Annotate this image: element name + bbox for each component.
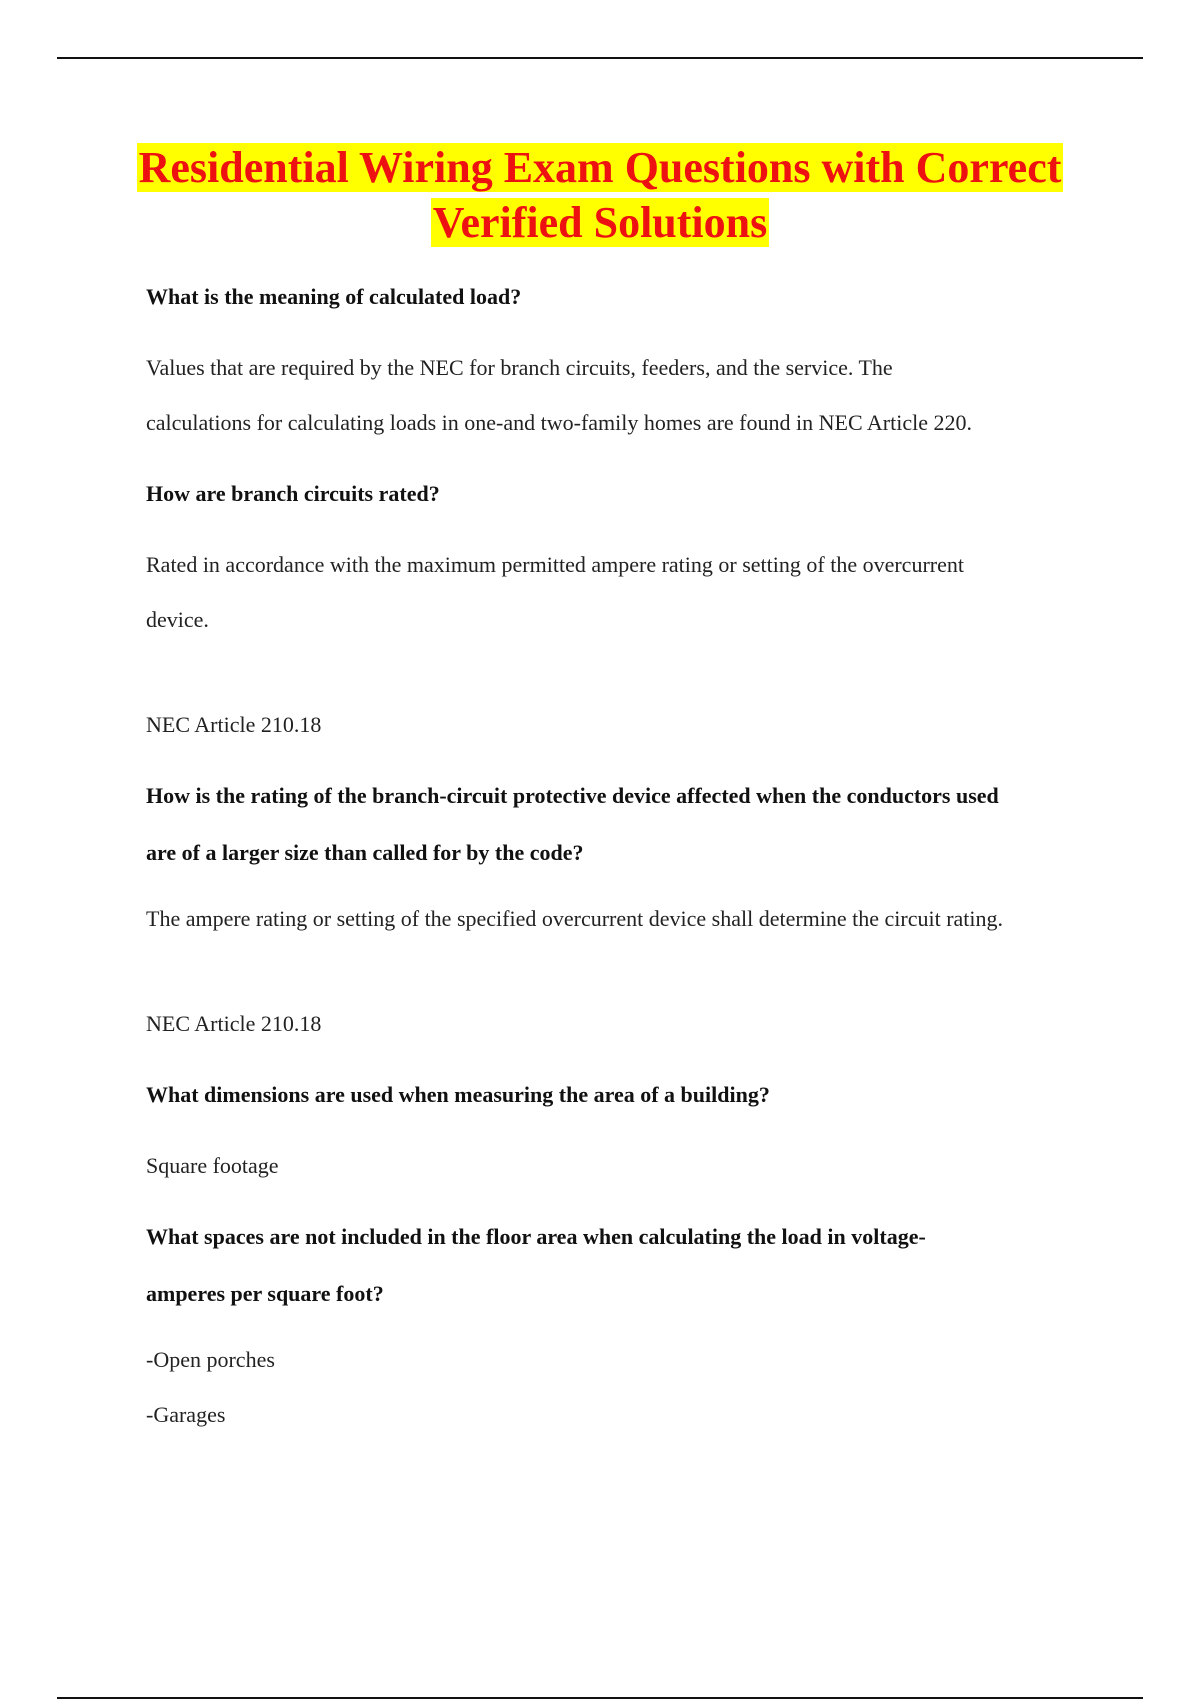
answer-1-line-2: calculations for calculating loads in one-and two-family homes are found in NEC Article 220. <box>146 410 972 435</box>
answer-4-line-1: Square footage <box>146 1153 279 1178</box>
question-4: What dimensions are used when measuring the area of a building? <box>146 1082 770 1107</box>
title-line-2: Verified Solutions <box>432 198 768 247</box>
reference-3: NEC Article 210.18 <box>146 1011 322 1036</box>
question-5-line-2: amperes per square foot? <box>146 1281 384 1306</box>
bottom-rule <box>57 1697 1143 1699</box>
document-body <box>146 268 1096 1442</box>
top-rule <box>57 57 1143 59</box>
reference-2: NEC Article 210.18 <box>146 712 322 737</box>
title-line-1: Residential Wiring Exam Questions with Correct <box>138 143 1062 192</box>
answer-3-line-1: The ampere rating or setting of the specified overcurrent device shall determine the circuit rating. <box>146 906 1004 931</box>
answer-2-line-1: Rated in accordance with the maximum permitted ampere rating or setting of the overcurrent <box>146 552 964 577</box>
question-3-line-2: are of a larger size than called for by the code? <box>146 840 584 865</box>
question-5-line-1: What spaces are not included in the floor area when calculating the load in voltage- <box>146 1224 926 1249</box>
question-1: What is the meaning of calculated load? <box>146 284 522 309</box>
answer-1-line-1: Values that are required by the NEC for branch circuits, feeders, and the service. The <box>146 355 893 380</box>
question-3-line-1: How is the rating of the branch-circuit protective device affected when the conductors used <box>146 783 999 808</box>
answer-2-line-2: device. <box>146 607 209 632</box>
answer-5-line-2: -Garages <box>146 1402 226 1427</box>
question-2: How are branch circuits rated? <box>146 481 440 506</box>
answer-5-line-1: -Open porches <box>146 1347 275 1372</box>
document-title <box>60 140 1140 250</box>
